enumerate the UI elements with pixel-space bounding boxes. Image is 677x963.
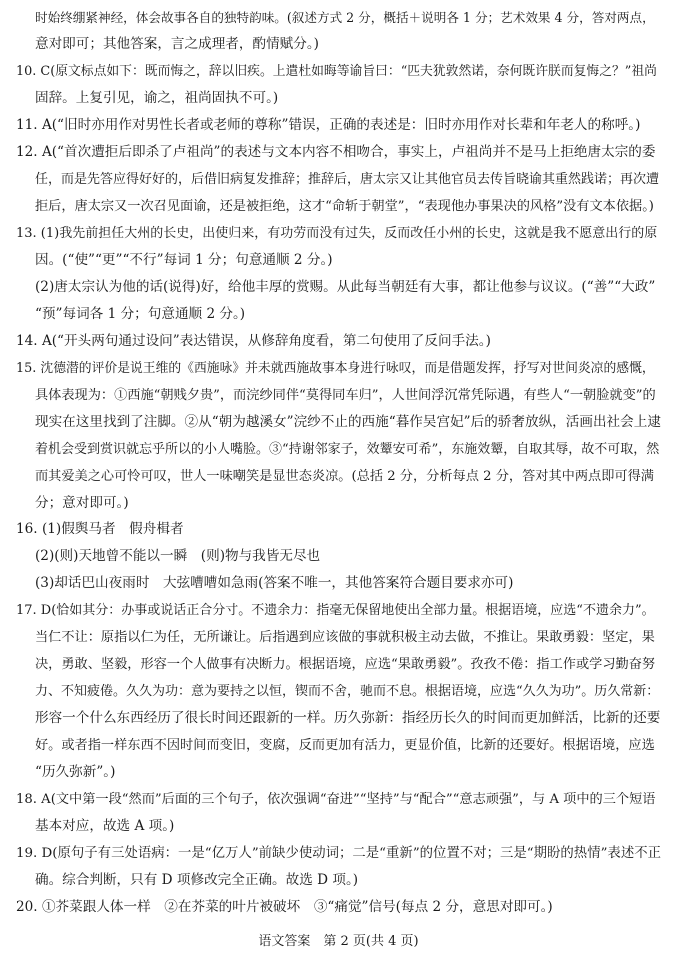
text-line: 现实在这里找到了注脚。②从“朝为越溪女”浣纱不止的西施“暮作吴宫妃”后的骄奢放纵，活画出社会上逮 [35, 413, 661, 430]
text-line: 形容一个什么东西经历了很长时间还跟新的一样。历久弥新：指经历长久的时间而更加鲜活，比新的还要 [35, 710, 661, 727]
question-12-line: 12. A(“首次遭拒后即杀了卢祖尚”的表述与文本内容不相吻合，事实上，卢祖尚并不是马上拒绝唐太宗的委 [16, 143, 656, 160]
text-line: 意对即可；其他答案，言之成理者，酌情赋分。) [35, 36, 319, 52]
text-line: 时始终绷紧神经，体会故事各自的独特韵味。(叙述方式 2 分，概括＋说明各 1 分；艺术效果 4 分，答对两点， [35, 10, 655, 25]
text-line: 因。(“使”“更”“不行”每词 1 分；句意通顺 2 分。) [35, 251, 333, 268]
text-line: (2)唐太宗认为他的话(说得)好，给他丰厚的赏赐。从此每当朝廷有大事，都让他参与议议。(“善”“大政” [35, 278, 656, 295]
question-20-line: 20. ①芥菜跟人体一样 ②在芥菜的叶片被破坏 ③“痛觉”信号(每点 2 分，意思对即可。) [16, 899, 553, 915]
question-14-line: 14. A(“开头两句通过设问”表达错误，从修辞角度看，第二句使用了反问手法。) [16, 332, 491, 349]
question-11-line: 11. A(“旧时亦用作对男性长者或老师的尊称”错误，正确的表述是：旧时亦用作对长辈和年老人的称呼。) [16, 116, 641, 133]
question-10-line: 10. C(原文标点如下：既而悔之，辞以旧疾。上遣杜如晦等谕旨曰：“匹夫犹敦然诺，奈何既许朕而复悔之？”祖尚 [16, 63, 657, 79]
page-footer: 语文答案 第 2 页(共 4 页) [258, 934, 419, 949]
text-line: 而其爱美之心可怜可叹，世人一味嘲笑是显世态炎凉。(总括 2 分，分析每点 2 分，答对其中两点即可得满 [35, 468, 654, 484]
question-15-line: 15. 沈德潜的评价是说王维的《西施咏》并未就西施故事本身进行咏叹，而是借题发挥，抒写对世间炎凉的感慨， [16, 360, 655, 376]
text-line: 当仁不让：原指以仁为任，无所谦让。后指遇到应该做的事就积极主动去做，不推让。果敢勇毅：坚定，果 [35, 630, 655, 646]
text-line: 基本对应，故选 A 项。) [35, 818, 175, 835]
question-18-line: 18. A(文中第一段“然而”后面的三个句子，依次强调“奋进”“坚持”与“配合”“意志顽强”，与 A 项中的三个短语 [16, 792, 656, 808]
text-line: 力、不知疲倦。久久为功：意为要持之以恒，锲而不舍，驰而不息。根据语境，应选“久久为功”。历久常新： [35, 684, 660, 700]
text-line: 固辞。上复引见，谕之，祖尚固执不可。) [35, 89, 279, 106]
text-line: “历久弥新”。) [35, 764, 116, 781]
question-17-line: 17. D(恰如其分：办事或说话正合分寸。不遗余力：指毫无保留地使出全部力量。根据语境，应选“不遗余力”。 [16, 603, 655, 619]
text-line: 着机会受到赏识就忘乎所以的小人嘴脸。③“持谢邻家子，效颦安可希”，东施效颦，自取其辱，故不可取，然 [35, 441, 660, 457]
text-line: 好。或者指一样东西不因时间而变旧，变腐，反而更加有活力，更显价值，比新的还要好。根据语境，应选 [35, 738, 655, 754]
text-line: 分；意对即可。) [35, 494, 129, 511]
question-16-line: 16. (1)假舆马者 假舟楫者 [16, 521, 184, 538]
text-line: “预”每词各 1 分；句意通顺 2 分。) [35, 305, 246, 322]
text-line: 决，勇敢、坚毅，形容一个人做事有决断力。根据语境，应选“果敢勇毅”。孜孜不倦：指工作或学习勤奋努 [35, 657, 656, 673]
text-line: (3)却话巴山夜雨时 大弦嘈嘈如急雨(答案不唯一，其他答案符合题目要求亦可) [35, 575, 514, 592]
text-line: (2)(则)天地曾不能以一瞬 (则)物与我皆无尽也 [35, 548, 321, 565]
text-line: 确。综合判断，只有 D 项修改完全正确。故选 D 项。) [35, 872, 359, 889]
text-line: 拒后，唐太宗又一次召见面谕，还是被拒绝，这才“命斩于朝堂”，“表现他办事果决的风格”没有文本依据。) [35, 198, 654, 214]
question-13-line: 13. (1)我先前担任大州的长史，出使归来，有功劳而没有过失，反而改任小州的长史，这就是我不愿意出行的原 [16, 225, 658, 241]
text-line: 具体表现为：①西施“朝贱夕贵”，而浣纱同伴“莫得同车归”，人世间浮沉常凭际遇，有些人“一朝脸就变”的 [35, 387, 656, 403]
text-line: 任，而是先答应得好好的，后借旧病复发推辞；推辞后，唐太宗又让其他官员去传旨晓谕其重然践诺；再次遭 [35, 171, 660, 187]
question-19-line: 19. D(原句子有三处语病：一是“亿万人”前缺少使动词；二是“重新”的位置不对；三是“期盼的热情”表述不正 [16, 846, 661, 862]
